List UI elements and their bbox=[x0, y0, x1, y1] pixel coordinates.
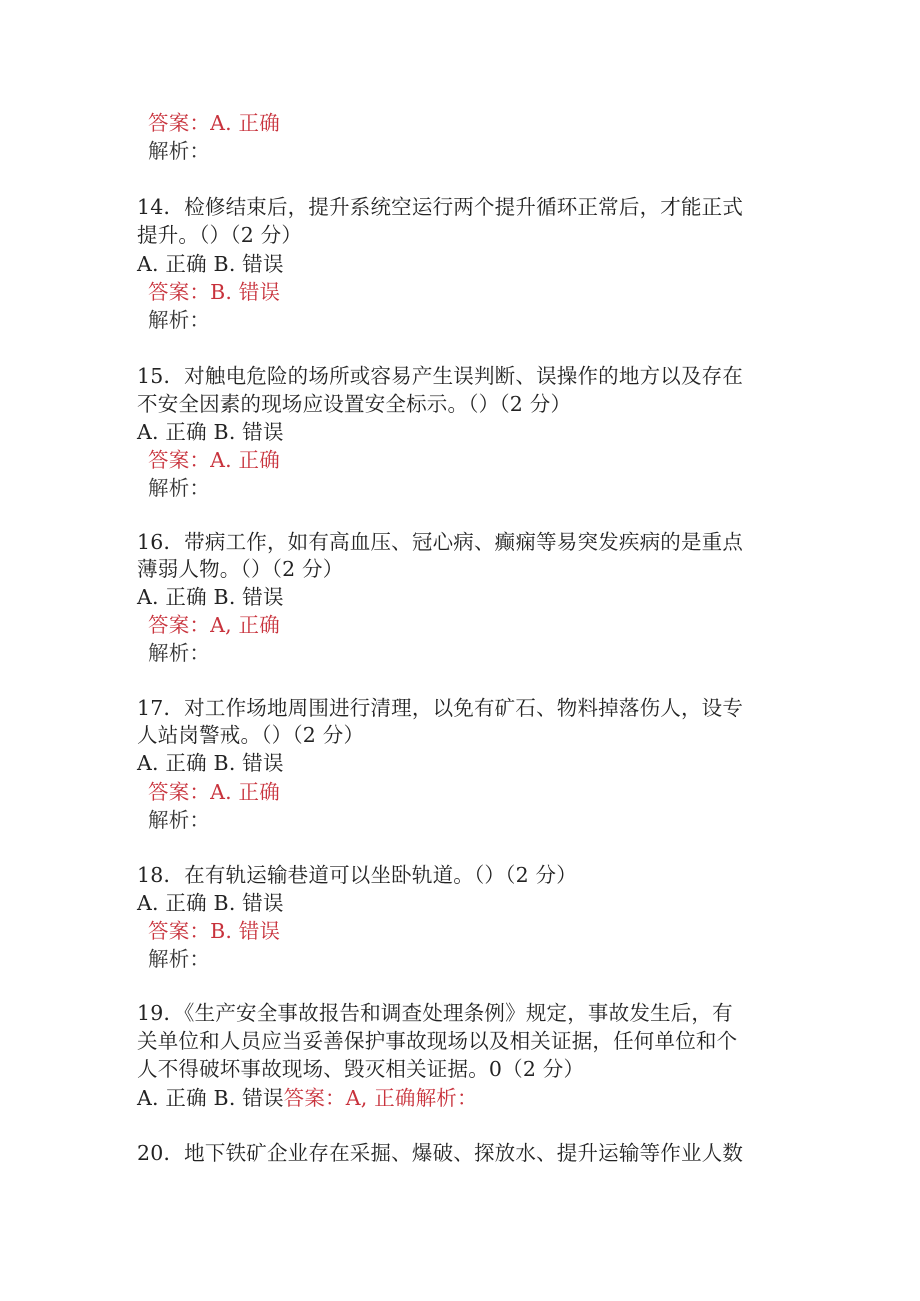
analysis-17: 解析： bbox=[148, 808, 211, 832]
options-19: A. 正确 B. 错误 bbox=[137, 1086, 284, 1110]
question-19-line-2: 关单位和人员应当妥善保护事故现场以及相关证据，任何单位和个 bbox=[137, 1029, 738, 1053]
question-19-line-3: 人不得破坏事故现场、毁灭相关证据。0（2 分） bbox=[137, 1057, 585, 1081]
options-18: A. 正确 B. 错误 bbox=[137, 891, 284, 915]
question-14-line-2: 提升。（）（2 分） bbox=[137, 223, 303, 247]
answer-19: 答案：A, 正确解析： bbox=[283, 1086, 478, 1110]
answer-13: 答案：A. 正确 bbox=[148, 111, 280, 135]
analysis-13: 解析： bbox=[148, 139, 211, 163]
question-17-line-2: 人站岗警戒。（）（2 分） bbox=[137, 723, 365, 747]
options-15: A. 正确 B. 错误 bbox=[137, 420, 284, 444]
question-15-line-1: 15．对触电危险的场所或容易产生误判断、误操作的地方以及存在 bbox=[137, 364, 744, 388]
question-16-line-2: 薄弱人物。（）（2 分） bbox=[137, 557, 344, 581]
analysis-14: 解析： bbox=[148, 308, 211, 332]
options-answer-19 bbox=[137, 1084, 478, 1112]
answer-16: 答案：A, 正确 bbox=[148, 613, 280, 637]
question-18-line-1: 18．在有轨运输巷道可以坐卧轨道。（）（2 分） bbox=[137, 863, 577, 887]
question-16-line-1: 16．带病工作，如有高血压、冠心病、癫痫等易突发疾病的是重点 bbox=[137, 530, 744, 554]
analysis-15: 解析： bbox=[148, 476, 211, 500]
question-19-line-1: 19．《生产安全事故报告和调查处理条例》规定，事故发生后，有 bbox=[137, 1001, 733, 1025]
options-14: A. 正确 B. 错误 bbox=[137, 252, 284, 276]
answer-17: 答案：A. 正确 bbox=[148, 780, 280, 804]
analysis-16: 解析： bbox=[148, 641, 211, 665]
options-17: A. 正确 B. 错误 bbox=[137, 751, 284, 775]
analysis-18: 解析： bbox=[148, 947, 211, 971]
question-14-line-1: 14．检修结束后，提升系统空运行两个提升循环正常后，才能正式 bbox=[137, 195, 744, 219]
answer-15: 答案：A. 正确 bbox=[148, 448, 280, 472]
question-20-line-1: 20．地下铁矿企业存在采掘、爆破、探放水、提升运输等作业人数 bbox=[137, 1141, 744, 1165]
answer-14: 答案：B. 错误 bbox=[148, 280, 281, 304]
question-15-line-2: 不安全因素的现场应设置安全标示。（）（2 分） bbox=[137, 392, 572, 416]
question-17-line-1: 17．对工作场地周围进行清理，以免有矿石、物料掉落伤人，设专 bbox=[137, 696, 744, 720]
options-16: A. 正确 B. 错误 bbox=[137, 585, 284, 609]
answer-18: 答案：B. 错误 bbox=[148, 919, 281, 943]
